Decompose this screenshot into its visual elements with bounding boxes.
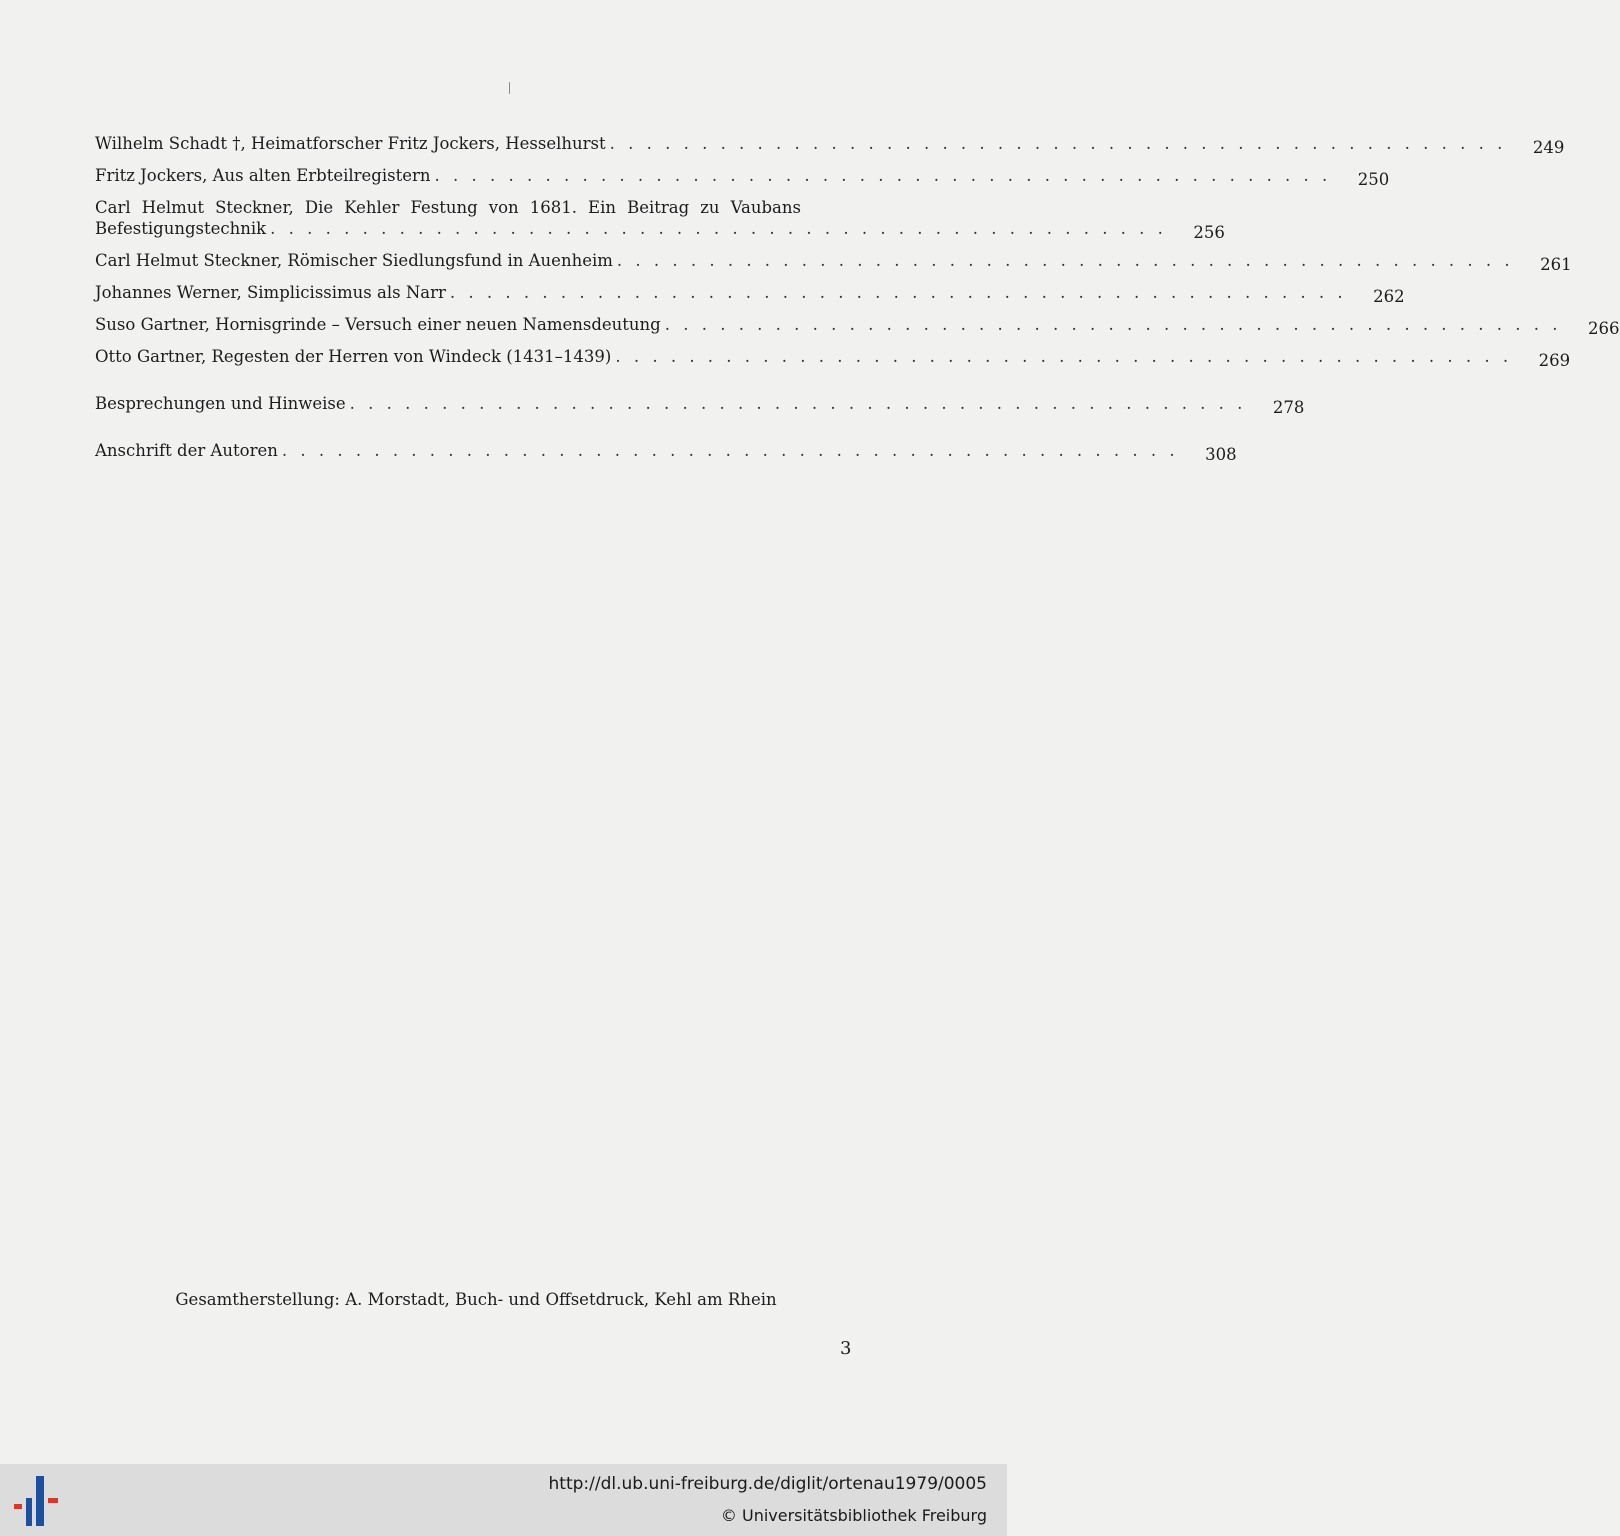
toc-leader-dots: . . . . . . . . . . . . . . . . . . . . . . . . . . . . . . . . . . . . . . . . . . . . . . . . . (270, 219, 1167, 238)
toc-entry-page: 262 (1373, 287, 1405, 306)
toc-entry-page: 278 (1272, 398, 1305, 417)
scan-mark (509, 82, 510, 94)
document-url-link[interactable]: http://dl.ub.uni-freiburg.de/diglit/ortenau1979/0005 (548, 1474, 987, 1494)
toc-entry-page: 256 (1193, 223, 1225, 242)
toc-entry-title-continued: Befestigungstechnik (95, 219, 267, 238)
toc-entry-title: Besprechungen und Hinweise (95, 394, 346, 413)
toc-entry-page: 269 (1538, 351, 1571, 370)
toc-entry-page: 308 (1205, 445, 1237, 464)
toc-entry (95, 250, 1572, 274)
toc-entry (95, 133, 1565, 157)
toc-entry-title: Anschrift der Autoren (95, 441, 278, 460)
toc-leader-dots: . . . . . . . . . . . . . . . . . . . . . . . . . . . . . . . . . . . . . . . . . . . . . . . . . (449, 283, 1347, 302)
viewer-footer-bar (0, 1464, 1007, 1536)
toc-entry-title: Fritz Jockers, Aus alten Erbteilregistern (95, 166, 431, 185)
toc-entry-title: Johannes Werner, Simplicissimus als Narr (95, 283, 446, 302)
toc-entry (95, 346, 1571, 370)
ub-freiburg-logo-icon[interactable] (12, 1476, 64, 1528)
toc-leader-dots: . . . . . . . . . . . . . . . . . . . . . . . . . . . . . . . . . . . . . . . . . . . . . . . . . (434, 166, 1332, 185)
toc-entry (95, 197, 1225, 242)
table-of-contents (95, 133, 1620, 464)
toc-entry-title: Carl Helmut Steckner, Römischer Siedlungsfund in Auenheim (95, 251, 613, 270)
toc-entry-title: Wilhelm Schadt †, Heimatforscher Fritz Jockers, Hesselhurst (95, 134, 606, 153)
toc-entry-page: 261 (1540, 255, 1572, 274)
copyright-notice: © Universitätsbibliothek Freiburg (720, 1506, 987, 1525)
toc-entry-title: Suso Gartner, Hornisgrinde – Versuch einer neuen Namensdeutung (95, 315, 661, 334)
toc-leader-dots: . . . . . . . . . . . . . . . . . . . . . . . . . . . . . . . . . . . . . . . . . . . . . . . . . (616, 251, 1514, 270)
toc-entry (95, 282, 1405, 306)
toc-leader-dots: . . . . . . . . . . . . . . . . . . . . . . . . . . . . . . . . . . . . . . . . . . . . . . . . . (281, 441, 1179, 460)
page-number: 3 (840, 1338, 852, 1359)
toc-entry (95, 314, 1620, 338)
toc-entry-page: 266 (1588, 319, 1620, 338)
toc-entry-page: 249 (1532, 138, 1565, 157)
toc-leader-dots: . . . . . . . . . . . . . . . . . . . . . . . . . . . . . . . . . . . . . . . . . . . . . . . . . (615, 347, 1513, 366)
imprint-note: Gesamtherstellung: A. Morstadt, Buch- und Offsetdruck, Kehl am Rhein (175, 1290, 777, 1309)
toc-leader-dots: . . . . . . . . . . . . . . . . . . . . . . . . . . . . . . . . . . . . . . . . . . . . . . . . . (664, 315, 1562, 334)
toc-entry (95, 393, 1305, 417)
toc-entry (95, 165, 1390, 189)
toc-entry-page: 250 (1357, 170, 1390, 189)
toc-entry-title: Otto Gartner, Regesten der Herren von Windeck (1431–1439) (95, 347, 612, 366)
toc-leader-dots: . . . . . . . . . . . . . . . . . . . . . . . . . . . . . . . . . . . . . . . . . . . . . . . . . (609, 134, 1507, 153)
toc-entry-title: Carl Helmut Steckner, Die Kehler Festung von 1681. Ein Beitrag zu Vaubans (95, 198, 801, 217)
toc-entry (95, 440, 1237, 464)
toc-leader-dots: . . . . . . . . . . . . . . . . . . . . . . . . . . . . . . . . . . . . . . . . . . . . . . . . . (349, 394, 1247, 413)
